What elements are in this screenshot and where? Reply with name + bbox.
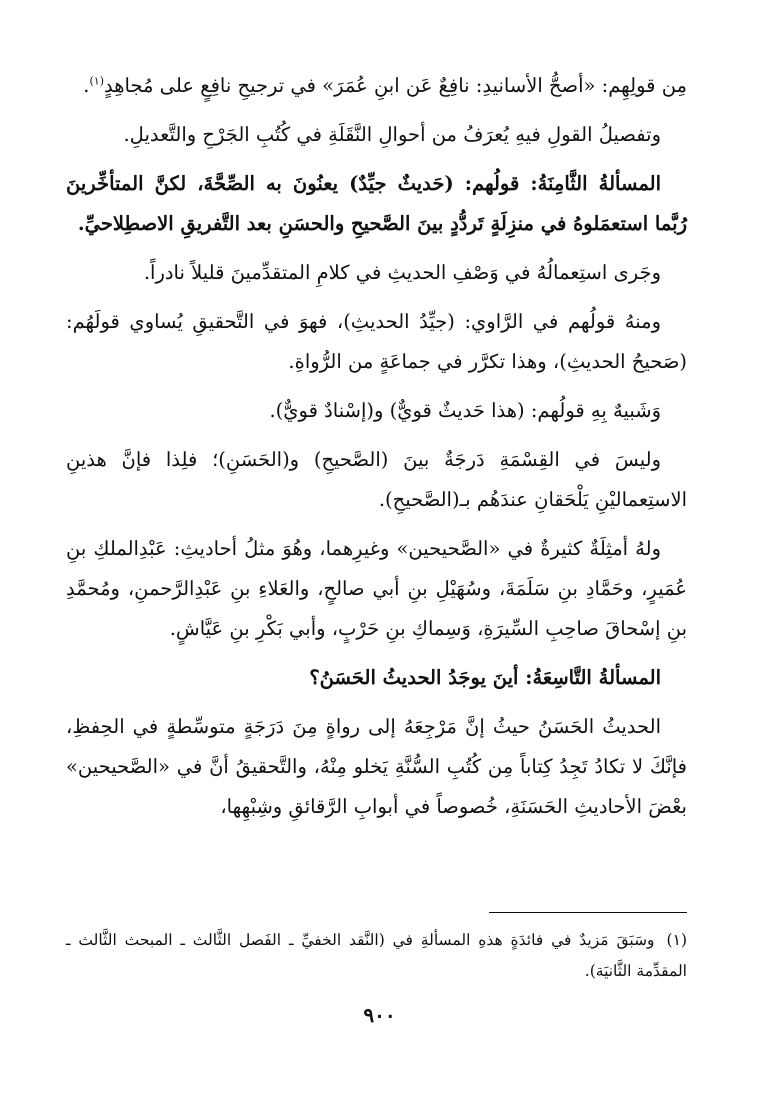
- paragraph-7: وليسَ في القِسْمَةِ دَرجَةٌ بينَ (الصَّحيحِ) و(الحَسَنِ)؛ فلِذا فإنَّ هذينِ الاستِعماليْنِ يَلْحَقانِ عندَهُم بـ(الصَّحيحِ).: [66, 448, 687, 511]
- paragraph-8: ولهُ أمثِلَةٌ كثيرةٌ في «الصَّحيحين» وغيرِهما، وهُوَ مثلُ أحاديثِ: عَبْدِالملكِ بنِ عُمَيرٍ، وحَمَّادِ بنِ سَلَمَةَ، وسُهَيْلِ بنِ أبي صالحٍ، والعَلاءِ بنِ عَبْدِالرَّحمنِ، ومُحمَّدِ بنِ إسْحاقَ صاحِبِ السِّيرَةِ، وَسِماكِ بنِ حَرْبٍ، وأبي بَكْرِ بنِ عَيَّاشٍ.: [66, 537, 687, 640]
- footnote-number: (١): [666, 931, 687, 949]
- paragraph-4: وجَرى استِعمالُهُ في وَصْفِ الحديثِ في كلامِ المتقدِّمينَ قليلاً نادراً.: [143, 261, 661, 284]
- footnote: [66, 925, 687, 987]
- footnote-text: وسَبَقَ مَزيدٌ في فائدَةٍ هذهِ المسألةِ في (النَّقد الخفيِّ ـ الفَصل الثَّالث ـ المبحث الثَّالث ـ المقدِّمة الثَّانيَة).: [66, 931, 687, 980]
- paragraph-10: الحديثُ الحَسَنُ حيثُ إنَّ مَرْجِعَهُ إلى رواةٍ مِنَ دَرَجَةٍ متوسِّطةٍ في الحِفظِ، فإنَّكَ لا تكادُ تَجِدُ كِتاباً مِن كُتُبِ السُّنَّةِ يَخلو مِنْهُ، والتَّحقيقُ أنَّ في «الصَّحيحين» بعْضَ الأحاديثِ الحَسَنَةِ، خُصوصاً في أبوابِ الرَّقائقِ وشِبْهِها،: [66, 715, 687, 818]
- footnote-divider: [489, 912, 687, 913]
- paragraph-2: وتفصيلُ القولِ فيهِ يُعرَفُ من أحوالِ النَّقَلَةِ في كُتُبِ الجَرْحِ والتَّعديلِ.: [123, 123, 661, 146]
- section-heading-ninth: المسألةُ التَّاسِعَةُ: أينَ يوجَدُ الحديثُ الحَسَنُ؟: [309, 666, 661, 689]
- footnote-reference[interactable]: (١): [89, 74, 104, 88]
- paragraph-6: وَشَبيهٌ بِهِ قولُهم: (هذا حَديثٌ قويٌّ) و(إسْنادٌ قويٌّ).: [269, 399, 661, 422]
- section-heading-eighth: المسألةُ الثَّامِنَةُ: قولُهم: (حَديثٌ جيِّدٌ) يعنُونَ به الصِّحَّةَ، لكنَّ المتأخِّرينَ رُبَّما استعمَلوهُ في منزِلَةٍ تَردُّدٍ بينَ الصَّحيحِ والحسَنِ بعد التَّفريقِ الاصطِلاحيِّ.: [66, 172, 687, 235]
- paragraph-1: مِن قولِهِم: «أصحُّ الأسانيدِ: نافِعٌ عَن ابنِ عُمَرَ» في ترجيحِ نافِعٍ على مُجاهِدٍ$^{(١)}$.: [83, 74, 687, 97]
- paragraph-5: ومنهُ قولُهم في الرَّاوي: (جيِّدُ الحديثِ)، فهوَ في التَّحقيقِ يُساوي قولَهُم: (صَحيحُ الحديثِ)، وهذا تكرَّر في جماعَةٍ من الرُّواةِ.: [66, 310, 687, 373]
- page-number: ٩٠٠: [363, 1003, 396, 1027]
- main-text: [66, 66, 687, 836]
